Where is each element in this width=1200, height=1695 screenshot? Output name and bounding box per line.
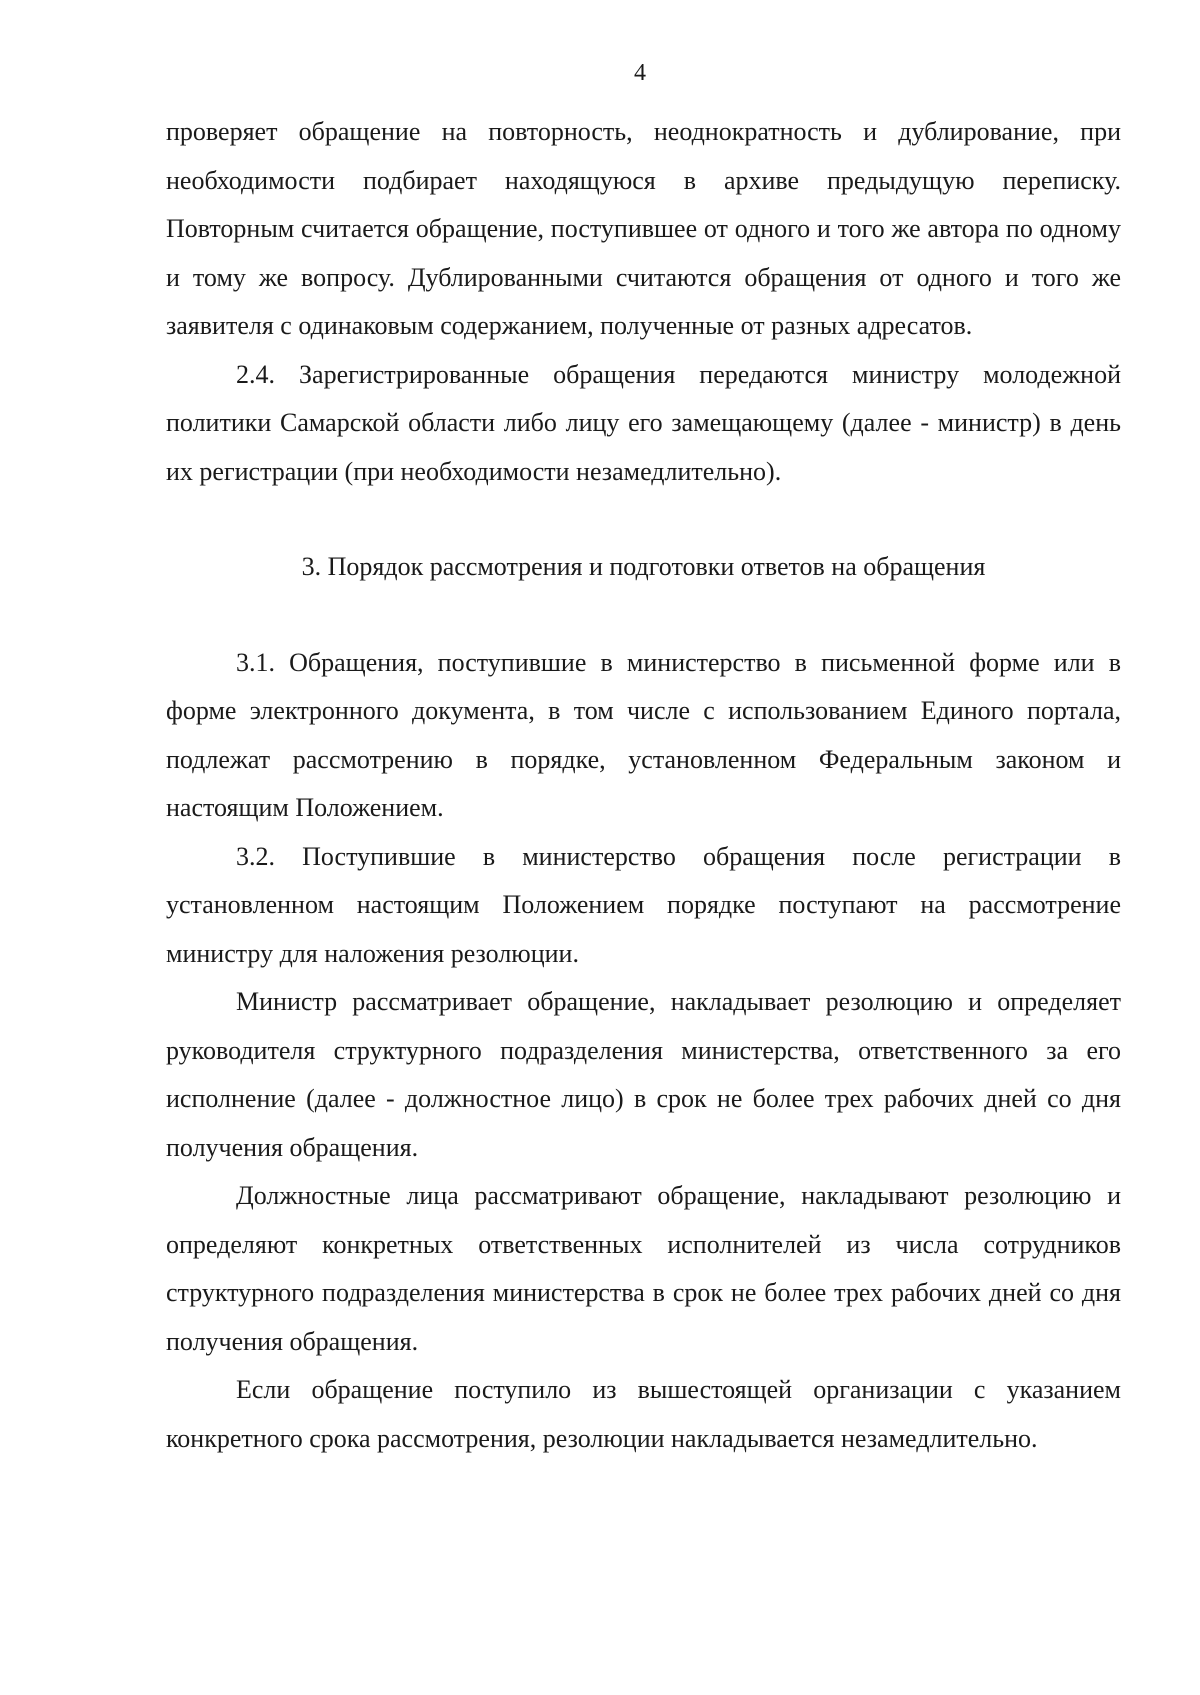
paragraph-higher-organization: Если обращение поступило из вышестоящей организации с указанием конкретного срока рассмотрения, резолюции накладывается незамедлительно. <box>166 1375 1121 1453</box>
document-body <box>166 108 1121 1463</box>
section-heading: 3. Порядок рассмотрения и подготовки ответов на обращения <box>301 552 986 581</box>
paragraph-3-1: 3.1. Обращения, поступившие в министерство в письменной форме или в форме электронного документа, в том числе с использованием Единого портала, подлежат рассмотрению в порядке, установленном Федеральным законом и настоящим Положением. <box>166 647 1121 822</box>
paragraph-minister: Министр рассматривает обращение, накладывает резолюцию и определяет руководителя структурного подразделения министерства, ответственного за его исполнение (далее - должностное лицо) в срок не более трех рабочих дней со дня получения обращения. <box>166 987 1121 1162</box>
paragraph-continuation: проверяет обращение на повторность, неоднократность и дублирование, при необходимости подбирает находящуюся в архиве предыдущую переписку. Повторным считается обращение, поступившее от одного и того же автора по одному и тому же вопросу. Дублированными считаются обращения от одного и того же заявителя с одинаковым содержанием, полученные от разных адресатов. <box>166 117 1121 340</box>
paragraph-officials: Должностные лица рассматривают обращение, накладывают резолюцию и определяют конкретных ответственных исполнителей из числа сотрудников структурного подразделения министерства в срок не более трех рабочих дней со дня получения обращения. <box>166 1181 1121 1356</box>
page-number: 4 <box>634 60 646 86</box>
paragraph-3-2: 3.2. Поступившие в министерство обращения после регистрации в установленном настоящим Положением порядке поступают на рассмотрение министру для наложения резолюции. <box>166 841 1121 968</box>
paragraph-2-4: 2.4. Зарегистрированные обращения передаются министру молодежной политики Самарской области либо лицу его замещающему (далее - министр) в день их регистрации (при необходимости незамедлительно). <box>166 359 1121 486</box>
